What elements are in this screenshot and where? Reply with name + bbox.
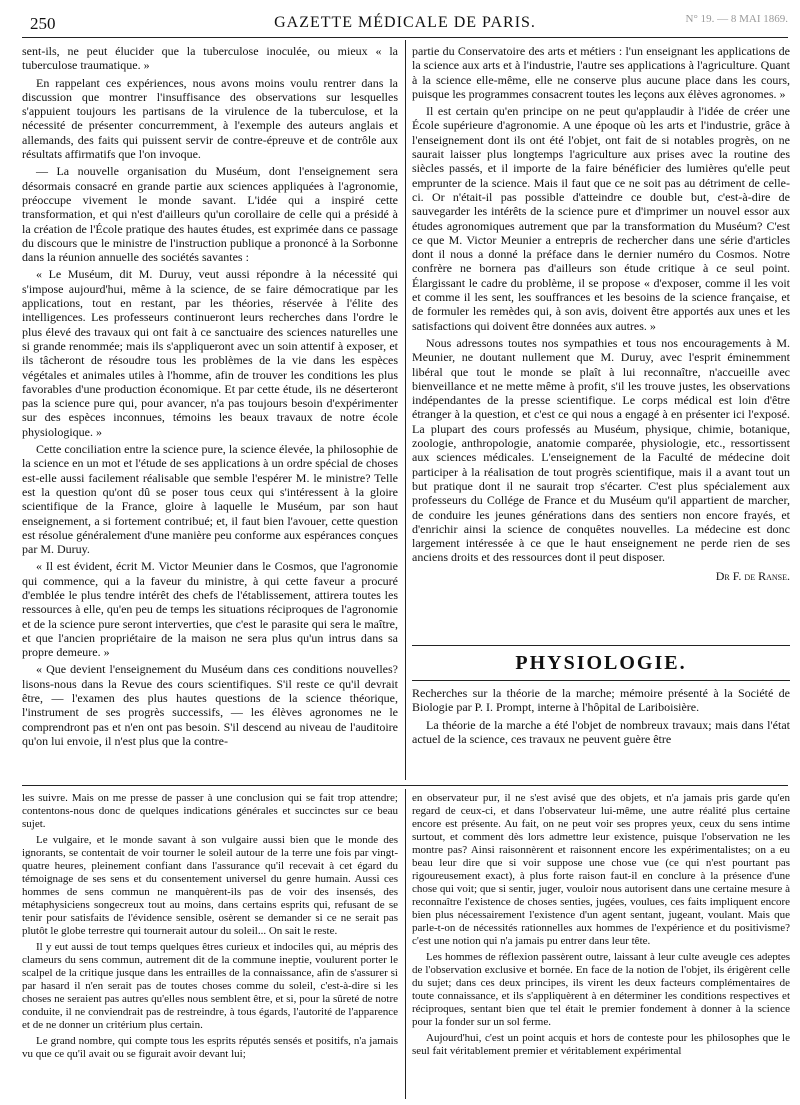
column-divider-top [405, 40, 406, 780]
paragraph: en observateur pur, il ne s'est avisé que des objets, et n'a jamais pris garde qu'en regard de ceux-ci, et dans l'observateur lui-même, une autre réalité plus certaine encore est présente. Au fait, on ne peut voir ses propres yeux, ceux du sens intime surtout, et comment dès lors admettre leur existence, puisque l'observation ne les montre pas? Ainsi raisonnèrent et raisonnent encore les expérimentalistes; on a eu beau leur dire que si voir suppose une chose vue (ce qui n'est pourtant pas rigoureusement exact), à plus forte raison faut-il en conclure à la présence d'une chose qui voit; que si sentir, juger, vouloir nous autorisent dans une certaine mesure à reconnaître l'existence de choses senties, jugées, voulues, ces faits impliquent encore bien plus nécessairement l'existence d'un agent sentant, jugeant, voulant. Mais que parle-t-on de nécessités rationnelles aux hommes de l'expérience et du positivisme? c'est une notion qui n'a jamais pu entrer dans leur tête. [412, 792, 790, 947]
paragraph: « Il est évident, écrit M. Victor Meunier dans le Cosmos, que l'agronomie qui commence, qui a la faveur du ministre, à qui cette faveur a procuré d'emblée le plus tendre intérêt des chefs de l'établissement, attirera toutes les ressources à elle, qu'en peu de temps les situations réciproques de l'agronomie et de la science pure seront interverties, que c'est le parasite qui sera le maître, et que l'ancien propriétaire de la maison ne sera plus qu'un intrus dans sa propre demeure. » [22, 559, 398, 660]
paragraph: Le vulgaire, et le monde savant à son vulgaire aussi bien que le monde des ignorants, se contentait de voir tourner le soleil autour de la terre une fois par vingt-quatre heures, pleinement confiant dans l'assurance qu'il recevait à cet égard du témoignage de ses sens et du consentement universel du genre humain. Aussi ces hommes de sens commun ne manquèrent-ils pas de voir des insensés, des métaphysiciens songecreux tout au moins, dans certains esprits qui, refusant de se tenir pour satisfaits de l'évidence sensible, osèrent se demander si ce ne serait pas plutôt le globe terrestre qui tournerait autour du soleil... On sait le reste. [22, 834, 398, 937]
paragraph: Il est certain qu'en principe on ne peut qu'applaudir à l'idée de créer une École supérieure d'agronomie. A une époque où les arts et l'industrie, grâce à l'enseignement dont ils ont été l'objet, ont fait de si notables progrès, on ne saurait laisser plus longtemps l'agriculture aux prises avec la routine des siècles passés, et il importe de la faire bénéficier des lumières qu'elle peut emprunter de la science. Mais il faut que ce ne soit pas au détriment de celle-ci. Or n'était-il pas possible d'atteindre ce double but, c'est-à-dire de sauvegarder les intérêts de la science pure et d'imprimer un nouvel essor aux études agronomiques autrement que par la transformation du Muséum? C'est ce que M. Victor Meunier a entrepris de rechercher dans une série d'articles dont il nous a donné la préface dans le dernier numéro du Cosmos. Notre confrère ne bornera pas d'ailleurs son étude critique à ce seul point. Élargissant le cadre du problème, il se propose « d'exposer, comme il les voit et comme il les sent, les souffrances et les besoins de la science française, et de formuler les remèdes qui, à son avis, doivent être apportés aux unes et les satisfactions qui doivent être données aux autres. » [412, 104, 790, 333]
paragraph: Aujourd'hui, c'est un point acquis et hors de conteste pour les philosophes que le seul fait véritablement premier et véritablement expérimental [412, 1032, 790, 1057]
author-signature: Dr F. de Ranse. [715, 568, 790, 583]
paragraph: « Le Muséum, dit M. Duruy, veut aussi répondre à la nécessité qui s'impose aujourd'hui, même à la science, de se faire démocratique par les applications, tout en restant, par les théories, réservée à l'élite des intelligences. Les professeurs continueront leurs recherches dans l'ordre le plus élevé des travaux qui ont fait à ce sanctuaire des sciences naturelles une si grande renommée; mais ils s'appliqueront avec un soin attentif à exposer, et ils tâcheront de résoudre tous les problèmes de la vie dans les espèces végétales et animales utiles à l'homme, afin de trouver les conditions les plus favorables d'une production économique. Et par cette étude, ils ne déserteront pas la science pure qui, pour avancer, n'a pas toujours besoin d'expérimenter sur des espèces inconnues, témoins les beaux travaux de notre école physiologique. » [22, 267, 398, 439]
page-number: 250 [30, 14, 56, 33]
faded-issue-date: N° 19. — 8 MAI 1869. [685, 13, 788, 25]
article-heading: Recherches sur la théorie de la marche; mémoire présenté à la Société de Biologie par P. I. Prompt, interne à l'hôpital de Lariboisière. [412, 686, 790, 715]
paragraph: les suivre. Mais on me presse de passer à une conclusion qui se fait trop attendre; contentons-nous donc de quelques indications générales et succinctes sur ce beau sujet. [22, 792, 398, 830]
newspaper-title: GAZETTE MÉDICALE DE PARIS. [274, 14, 536, 31]
bottom-left-column [22, 792, 398, 1100]
section-heading-box [412, 645, 790, 681]
paragraph: Cette conciliation entre la science pure, la science élevée, la philosophie de la science en un mot et l'étude de ses applications à un ordre spécial de choses est-elle aussi facilement réalisable que semble l'espérer M. le ministre? Telle est la question qu'ont dû se poser tous ceux qui s'intéressent à la gloire scientifique de la France, gloire à laquelle le Muséum, par son haut enseignement, a si fortement contribué; et, il faut bien l'avouer, cette question est résolue généralement d'une manière peu conforme aux espérances conçues par M. Duruy. [22, 442, 398, 557]
mid-page-rule [22, 785, 788, 786]
paragraph: Le grand nombre, qui compte tous les esprits réputés sensés et positifs, n'a jamais vu que ce qu'il avait ou se figurait avoir devant lui; [22, 1035, 398, 1060]
section-title: PHYSIOLOGIE. [515, 652, 687, 674]
top-left-column [22, 44, 398, 780]
page-header [22, 10, 788, 36]
physiology-article-start [412, 686, 790, 780]
paragraph: Nous adressons toutes nos sympathies et tous nos encouragements à M. Meunier, ne doutant nullement que M. Duruy, avec l'esprit éminemment libéral que tout le monde se plaît à lui reconnaître, n'accueille avec bienveillance et ne mette même à profit, s'il les trouve justes, les observations indépendantes de la presse scientifique. Le corps médical est loin d'être étranger à la question, et c'est ce qui nous a engagé à en présenter ici l'exposé. La plupart des cours professés au Muséum, physique, chimie, botanique, zoologie, anthropologie, anatomie comparée, physiologie, etc., ressortissent aux sciences médicales. L'enseignement de la Faculté de médecine doit participer à la réalisation de tout progrès scientifique, mais il a avant tout un but pratique dont il ne saurait trop s'écarter. C'est plus spécialement aux professeurs du Collége de France et du Muséum qu'il appartient de marcher, de conduire les jeunes générations dans des sentiers non encore frayés, et d'enrichir ainsi la science de conquêtes nouvelles. La médecine est donc largement intéressée à ce que le haut enseignement ne perde rien de ses anciens droits et des ressources dont il peut disposer. [412, 335, 790, 565]
header-rule [22, 37, 788, 38]
paragraph: « Que devient l'enseignement du Muséum dans ces conditions nouvelles? lisons-nous dans la Revue des cours scientifiques. S'il reste ce qu'il devrait être, — l'examen des plus hautes questions de la science théorique, l'instrument de ses progrès successifs, — les élèves agronomes ne le comprendront pas et n'en ont pas besoin. S'il descend au niveau de l'auditoire qu'on lui envoie, il n'est plus que la contre- [22, 662, 398, 748]
paragraph: Il y eut aussi de tout temps quelques êtres curieux et indociles qui, au mépris des clameurs du sens commun, autrement dit de la commune ineptie, voulurent porter le scalpel de la critique jusque dans les entrailles de la connaissance, afin de s'assurer si par hasard il n'en serait pas de toutes choses comme du soleil, c'est-à-dire si les choses ne seraient pas autres qu'elles nous semblent être, et si, pour la sûreté de notre conduite, il ne conviendrait pas de restreindre, à tous égards, l'autorité de l'apparence et de ne donner un critérium plus certain. [22, 941, 398, 1031]
article-intro: La théorie de la marche a été l'objet de nombreux travaux; mais dans l'état actuel de la science, ces travaux ne peuvent guère être [412, 717, 790, 746]
paragraph: partie du Conservatoire des arts et métiers : l'un enseignant les applications de la science aux arts et à l'industrie, l'autre ses applications à l'agriculture. Quant à la science elle-même, elle ne conserve plus aucune place dans les cours, puisque les programmes consacrent toutes les leçons aux élèves agronomes. » [412, 44, 790, 101]
bottom-right-column [412, 792, 790, 1100]
paragraph: En rappelant ces expériences, nous avons moins voulu rentrer dans la discussion que montrer l'insuffisance des observations sur lesquelles s'appuient toujours les partisans de la virulence de la tuberculose, et la nécessité de présenter concurremment, à l'exemple des auteurs anglais et allemands, des faits qui puissent servir de contre-épreuve et de contrôle aux résultats affirmatifs que l'on invoque. [22, 75, 398, 162]
column-divider-bottom [405, 789, 406, 1099]
top-right-column [412, 44, 790, 640]
paragraph: Les hommes de réflexion passèrent outre, laissant à leur culte aveugle ces adeptes de l'observation exclusive et bornée. En face de la notion de l'objet, ils érigèrent celle du sujet; dans ces deux principes, ils virent les deux facteurs complémentaires de toute connaissance, et ils s'appliquèrent à en déterminer les conditions respectives et réciproques, sentant bien que tel était le premier fondement à donner à la science pour la fonder sur un sol ferme. [412, 951, 790, 1028]
paragraph: — La nouvelle organisation du Muséum, dont l'enseignement sera désormais consacré en grande partie aux sciences appliquées à l'agronomie, préoccupe vivement le monde savant. L'idée qui a inspiré cette transformation, et qui n'est d'ailleurs qu'un corollaire de celle qui a présidé à la création de l'École pratique des hautes études, est exprimée dans ce passage du discours que le ministre de l'instruction publique a prononcé à la Sorbonne dans la réunion annuelle des sociétés savantes : [22, 164, 398, 265]
paragraph: sent-ils, ne peut élucider que la tuberculose inoculée, ou mieux « la tuberculose traumatique. » [22, 44, 398, 73]
